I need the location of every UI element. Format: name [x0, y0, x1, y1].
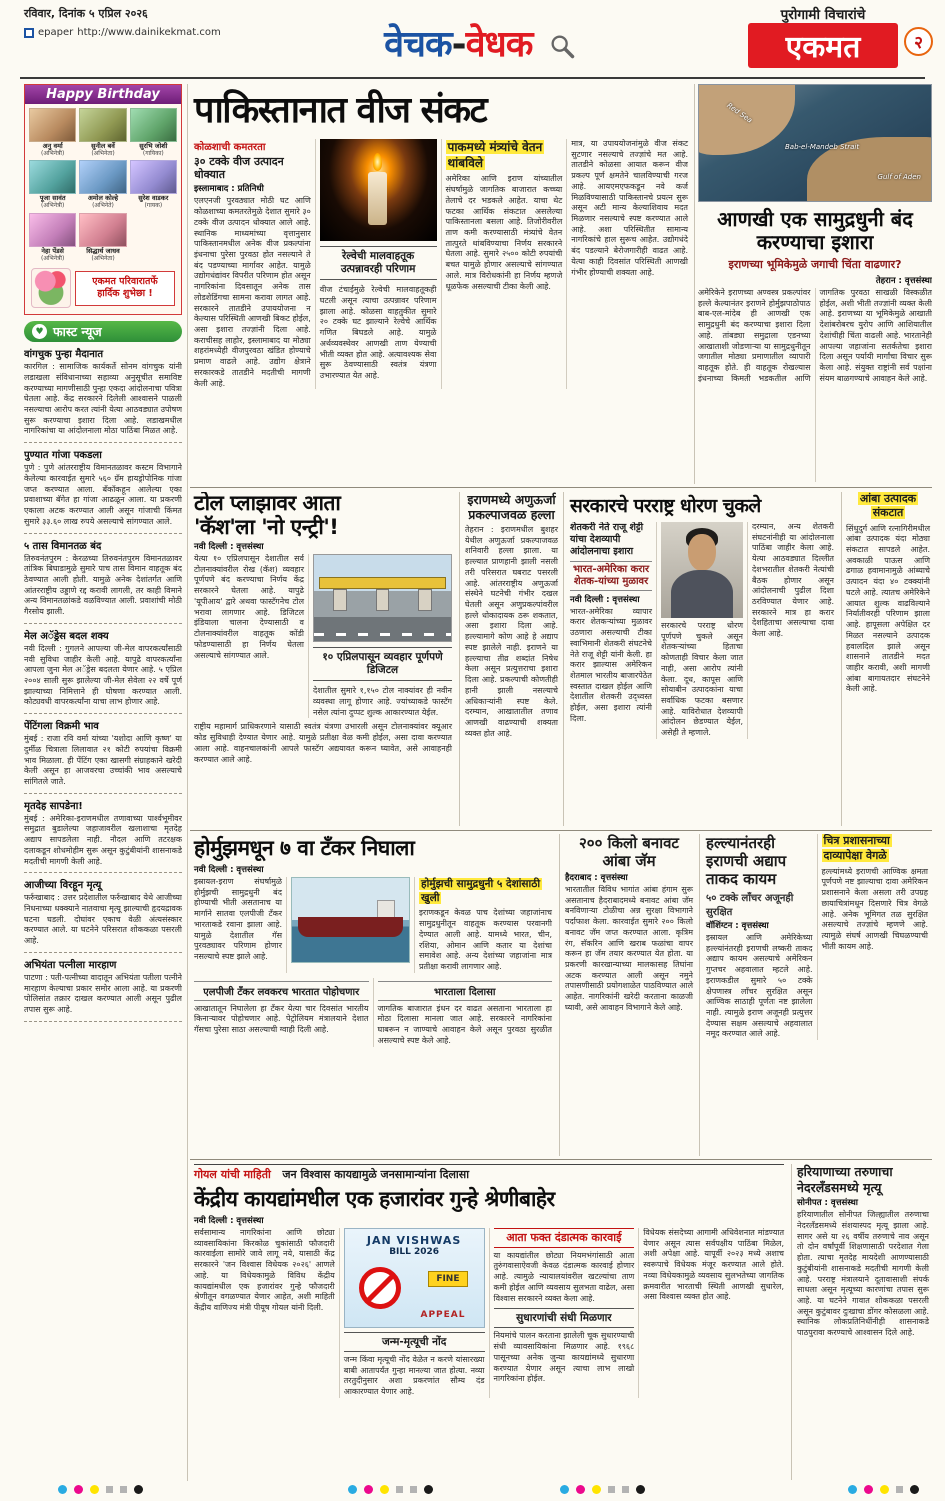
portrait-photo — [29, 108, 76, 142]
portrait-photo — [79, 213, 126, 247]
toll-headline-line2: 'कॅश'ला 'नो एन्ट्री'! — [194, 514, 339, 539]
tanker-column-text — [190, 877, 286, 973]
page-section-title — [300, 18, 660, 67]
portrait-photo — [29, 160, 76, 194]
ship-hull — [298, 917, 403, 937]
candle-flame — [373, 153, 382, 171]
fast-news-body: कारगिल : सामाजिक कार्यकर्ते सोनम वांगचुक यांनी लडाखला संविधानाच्या सहाव्या अनुसूचीत समाविष्ट करण्याच्या मागणीसाठी पुन्हा एकदा आंदोलनाचा पवित्रा घेतला आहे. केंद्र सरकारने दिलेली आश्वासने पाळली नसल्याचा आरोप करत त्यांनी येत्या आठवड्यात उपोषण सुरू करण्याचा इशारा दिला आहे. लडाखमधील नागरिकांचा या आंदोलनाला मोठा पाठिंबा मिळत आहे. — [24, 362, 182, 436]
cyan-dot — [58, 1485, 67, 1494]
column-divider — [841, 492, 842, 826]
lead-column-2 — [315, 139, 441, 389]
strait-body: अमेरिकेने इराणच्या अण्वस्त्र प्रकल्पांवर हल्ले केल्यानंतर इराणने होर्मुझपाठोपाठ बाब-एल-मांदेब ही आणखी एक सामुद्रधुनी बंद करण्याचा इशारा दिला आहे. तांबड्या समुद्राला एडनच्या आखाताशी जोडणाऱ्या या सामुद्रधुनीतून जगातील मोठ्या प्रमाणातील व्यापारी वाहतूक होते. ही वाहतूक रोखल्यास इंधनाच्या किमती भडकतील आणि जागतिक पुरवठा साखळी विस्कळीत होईल, अशी भीती तज्ज्ञांनी व्यक्त केली आहे. इराणच्या या भूमिकेमुळे आखाती देशांबरोबरच युरोप आणि आशियातील देशांचीही चिंता वाढली आहे. भारतानेही आपल्या जहाजांना सतर्कतेचा इशारा दिला असून पर्यायी मार्गांचा विचार सुरू केला आहे. संयुक्त राष्ट्रांनी सर्व पक्षांना संयम बाळगण्याचे आवाहन केले आहे. — [698, 288, 932, 383]
lead-box-headline[interactable]: रेल्वेची मालवाहतूक उत्पन्नावरही परिणाम — [320, 246, 437, 280]
jv-column-1 — [190, 1228, 339, 1398]
person-role: (अभिनेत्री) — [41, 254, 65, 262]
gray-square — [120, 1486, 127, 1493]
fast-news-body: पाटणा : पती-पत्नीच्या वादातून अभियंता पतीला पत्नीने मारहाण केल्याचा प्रकार समोर आला आहे. या प्रकरणी पोलिसांत तक्रार दाखल करण्यात आली असून पुढील तपास सुरू आहे. — [24, 972, 182, 1015]
magenta-dot — [74, 1485, 83, 1494]
candle-body — [368, 172, 388, 225]
birth-death-note-headline: जन्म-मृत्यूची नोंद — [344, 1332, 485, 1352]
toll-box-body: देशातील सुमारे १,१५० टोल नाक्यांवर ही नवीन व्यवस्था लागू होणार आहे. ज्यांच्याकडे फास्टॅग नसेल त्यांना दुप्पट शुल्क आकारण्यात येईल. — [313, 686, 452, 717]
toll-headline-line1: टोल प्लाझावर आता — [194, 492, 341, 515]
yellow-dot — [880, 1485, 889, 1494]
gray-square — [896, 1486, 903, 1493]
column-divider — [459, 492, 460, 826]
lead-headline[interactable]: पाकिस्तानात वीज संकट — [194, 90, 487, 131]
jvb-graphic-subtitle: BILL 2026 — [389, 1247, 440, 1257]
section-title-word2: वेधक — [465, 24, 533, 65]
portrait-torso — [671, 570, 733, 618]
magenta-dot — [576, 1485, 585, 1494]
tanker-body-2: आखातातून निघालेला हा टँकर येत्या चार दिवसांत भारतीय किनाऱ्यावर पोहोचणार आहे. पेट्रोलियम मंत्रालयाने देशात गॅसचा पुरेसा साठा असल्याची ग्वाही दिली आहे. — [194, 1003, 369, 1035]
lead-right-body: अमेरिका आणि इराण यांच्यातील संघर्षामुळे जागतिक बाजारात कच्च्या तेलाचे दर भडकले आहेत. याचा थेट फटका आर्थिक संकटात असलेल्या पाकिस्तानला बसला आहे. तिजोरीवरील ताण कमी करण्यासाठी मंत्र्यांचे वेतन तात्पुरते थांबविण्याचा निर्णय सरकारने घेतला आहे. सुमारे २५०० कोटी रुपयांची बचत यामुळे होणार असल्याचे सांगण्यात आले. मात्र विरोधकांनी हा निर्णय म्हणजे धूळफेक असल्याची टीका केली आहे. — [445, 174, 563, 291]
yellow-dot — [380, 1485, 389, 1494]
portrait-photo — [29, 213, 76, 247]
birthday-cell — [130, 160, 177, 209]
mango-headline[interactable]: आंबा उत्पादक संकटात — [859, 492, 917, 520]
toll-box-headline[interactable]: १० एप्रिलपासून व्यवहार पूर्णपणे डिजिटल — [313, 647, 452, 681]
masthead-rule — [20, 77, 925, 79]
fast-news-headline[interactable]: ५ तास विमानतळ बंद — [24, 540, 102, 552]
sidebar-divider — [187, 84, 188, 1481]
strait-byline: तेहरान : वृत्तसंस्था — [875, 276, 932, 286]
policy-article — [566, 492, 838, 826]
policy-columns — [566, 522, 838, 739]
iran-power-body: इस्रायल आणि अमेरिकेच्या हल्ल्यांनंतरही इराणची लष्करी ताकद अद्याप कायम असल्याचे अमेरिकन गुप्तचर अहवालात म्हटले आहे. इराणकडील सुमारे ५० टक्के क्षेपणास्त्र लाँचर सुरक्षित असून आण्विक साठाही पूर्णतः नष्ट झालेला नाही. त्यामुळे इराण अजूनही प्रत्युत्तर देण्यास सक्षम असल्याचे अहवालात नमूद करण्यात आले आहे. — [706, 933, 813, 1039]
lead-column-4 — [566, 139, 692, 389]
toll-column-text — [190, 554, 308, 718]
fast-news-item — [24, 953, 182, 1022]
lead-right-headline[interactable]: पाकमध्ये मंत्र्यांचे वेतन थांबविले — [447, 140, 543, 171]
toll-column-photo — [308, 554, 456, 718]
prohibition-slash — [365, 1273, 395, 1303]
lead-column-1 — [190, 139, 315, 389]
policy-standfirst: शेतकरी नेते राजू शेट्टी यांचा देशव्यापी आंदोलनाचा इशारा — [570, 522, 644, 557]
map-label-strait: Bab-el-Mandeb Strait — [785, 143, 860, 151]
cyan-dot — [348, 1485, 357, 1494]
person-name: सुरभि जोशी — [139, 142, 168, 150]
fast-news-title: फास्ट न्यूज — [53, 324, 102, 340]
lead-body-1: एलएनजी पुरवठ्यात मोठी घट आणि कोळशाच्या कमतरतेमुळे देशात सुमारे ३० टक्के वीज उत्पादन धोक्यात आले आहे. स्थानिक माध्यमांच्या वृत्तानुसार पाकिस्तानमधील अनेक वीज प्रकल्पांना इंधनाचा पुरेसा पुरवठा होत नसल्याने ते बंद पडण्याच्या मार्गावर आहेत. यामुळे उद्योगधंद्यांवर विपरीत परिणाम होत असून नागरिकांना दिवसातून अनेक तास लोडशेडिंगचा सामना करावा लागत आहे. सरकारने तातडीने उपाययोजना न केल्यास परिस्थिती आणखी बिकट होईल, असा इशारा तज्ज्ञांनी दिला आहे. कराचीसह लाहोर, इस्लामाबाद या मोठ्या शहरांमध्येही वीजपुरवठा खंडित होण्याचे प्रमाण वाढले आहे. उद्योग क्षेत्राने सरकारकडे तातडीने मदतीची मागणी केली आहे. — [194, 196, 311, 388]
column-divider — [563, 492, 564, 826]
appeal-label: APPEAL — [420, 1310, 466, 1320]
lead-column-3 — [441, 139, 567, 389]
person-role: (अभिनेत्री) — [41, 149, 65, 157]
toll-body-2: राष्ट्रीय महामार्ग प्राधिकरणाने यासाठी स्वतंत्र यंत्रणा उभारली असून टोलनाक्यांवर क्यूआर कोड सुविधाही देण्यात येणार आहे. यामुळे प्रतीक्षा वेळ कमी होईल, असा दावा करण्यात आला आहे. वाहनचालकांनी आपले फास्टॅग अद्ययावत करून घ्यावेत, असे आवाहनही करण्यात आले आहे. — [194, 722, 452, 764]
left-sidebar — [24, 84, 182, 1481]
lead-kicker: कोळशाची कमतरता — [194, 142, 266, 153]
jv-column-2 — [339, 1228, 489, 1398]
policy-column-2 — [656, 522, 747, 739]
person-name: अमोल कोल्हे — [87, 194, 119, 203]
iran-power-yellow-body: हल्ल्यांमध्ये इराणची आण्विक क्षमता पूर्णपणे नष्ट झाल्याचा दावा अमेरिकन प्रशासनाने केला असला तरी उपग्रह छायाचित्रांमधून दिसणारे चित्र वेगळे आहे. अनेक भूमिगत तळ सुरक्षित असल्याचे तज्ज्ञांचे म्हणणे आहे. त्यामुळे संघर्ष आणखी चिघळण्याची भीती कायम आहे. — [821, 866, 928, 951]
lead-box-body: वीज टंचाईमुळे रेल्वेची मालवाहतूकही घटली असून त्याचा उत्पन्नावर परिणाम झाला आहे. कोळसा वाहतुकीत सुमारे २० टक्के घट झाल्याने रेल्वेचे आर्थिक गणित बिघडले आहे. यामुळे अर्थव्यवस्थेवर आणखी ताण येण्याची भीती व्यक्त होत आहे. अत्यावश्यक सेवा सुरू ठेवण्यासाठी स्वतंत्र यंत्रणा उभारण्यात येत आहे. — [319, 285, 437, 380]
person-role: (अभिनेते) — [92, 202, 114, 210]
yellow-dot — [90, 1485, 99, 1494]
birthday-cell — [130, 108, 177, 157]
toll-booth — [376, 589, 390, 611]
cyan-dot — [848, 1485, 857, 1494]
toll-columns — [190, 554, 456, 718]
edition-date: रविवार, दिनांक ५ एप्रिल २०२६ — [24, 7, 148, 20]
tanker-column-photo — [286, 877, 414, 973]
birthday-footer — [25, 266, 181, 314]
candle-photo — [320, 139, 437, 241]
fast-news-body: मुंबई : राजा रवि वर्मा यांच्या 'यशोदा आणि कृष्ण' या दुर्मीळ चित्राला लिलावात २१ कोटी रुपयांचा विक्रमी भाव मिळाला. ही पेंटिंग एका खासगी संग्राहकाने खरेदी केली असून हा आजवरचा उच्चांकी भाव असल्याचे सांगितले जाते. — [24, 734, 182, 787]
portrait-photo — [79, 160, 126, 194]
policy-body-2: सरकारचे परराष्ट्र धोरण पूर्णपणे चुकले असून शेतकऱ्यांच्या हिताचा कोणताही विचार केला जात नाही, असा आरोप त्यांनी केला. दूध, कापूस आणि सोयाबीन उत्पादकांना याचा सर्वाधिक फटका बसणार आहे. याविरोधात देशव्यापी आंदोलन छेडण्यात येईल, असेही ते म्हणाले. — [661, 621, 743, 738]
toll-canopy — [319, 577, 445, 588]
fast-news-item — [24, 873, 182, 953]
fast-news-body: फर्रुखाबाद : उत्तर प्रदेशातील फर्रुखाबाद येथे आजीच्या निधनाच्या धक्क्याने नातवाचा मृत्यू झाल्याची हृदयद्रावक घटना घडली. दोघांवर एकाच वेळी अंत्यसंस्कार करण्यात आले. या घटनेने परिसरात शोककळा पसरली आहे. — [24, 893, 182, 946]
portrait-face — [688, 534, 716, 570]
birthday-cell — [79, 213, 126, 262]
policy-column-3 — [747, 522, 838, 739]
fake-mango-byline: हैदराबाद : वृत्तसंस्था — [565, 873, 628, 883]
penalty-only-body: या कायद्यांतील छोट्या नियमभंगांसाठी आता तुरुंगवासाऐवजी केवळ दंडात्मक कारवाई होणार आहे. त्यामुळे न्यायालयांवरील खटल्यांचा ताण कमी होईल आणि व्यवसाय सुलभता वाढेल, असा विश्वास सरकारने व्यक्त केला आहे. — [493, 1250, 635, 1303]
magenta-dot — [864, 1485, 873, 1494]
birthday-wish — [75, 271, 175, 306]
raju-shetti-photo — [661, 522, 743, 618]
toll-headline[interactable] — [194, 492, 452, 539]
jan-vishwas-label: गोयल यांची माहिती — [194, 1168, 271, 1181]
magenta-dot — [364, 1485, 373, 1494]
registration-marks — [848, 1485, 919, 1494]
iran-power-subhead: ५० टक्के लाँचर अजूनही सुरक्षित — [706, 893, 794, 918]
portrait-photo — [130, 160, 177, 194]
fast-news-item — [24, 794, 182, 874]
portrait-photo — [130, 108, 177, 142]
wish-line2: हार्दिक शुभेछा ! — [97, 288, 153, 300]
person-name: सिद्धार्थ जाधव — [86, 246, 120, 255]
birthday-cell — [29, 213, 76, 262]
brand-logo: एकमत — [748, 23, 898, 68]
fast-news-body: तिरुवनंतपुरम : केरळच्या तिरुवनंतपुरम विमानतळावर तांत्रिक बिघाडामुळे सुमारे पाच तास विमान वाहतूक बंद ठेवण्यात आली होती. यामुळे अनेक देशांतर्गत आणि आंतरराष्ट्रीय उड्डाणे रद्द करावी लागली, तर काही विमाने अन्य विमानतळांकडे वळविण्यात आली. प्रवाशांची मोठी गैरसोय झाली. — [24, 553, 182, 617]
toll-booth — [333, 589, 347, 611]
person-role: (अभिनेता) — [91, 254, 115, 262]
fast-news-body: नवी दिल्ली : गुगलने आपल्या जी-मेल वापरकर्त्यांसाठी नवी सुविधा जाहीर केली आहे. यापुढे वापरकर्त्यांना आपला जुना मेल अॅड्रेस बदलता येणार आहे. ५ एप्रिल २००४ साली सुरू झालेल्या जी-मेल सेवेला २२ वर्षे पूर्ण झाल्याच्या निमित्ताने ही घोषणा करण्यात आली. कोट्यवधी वापरकर्त्यांना याचा लाभ होणार आहे. — [24, 643, 182, 707]
fast-news-body: मुंबई : अमेरिका-इराणमधील तणावाच्या पार्श्वभूमीवर समुद्रात बुडालेल्या जहाजावरील खलाशाचा मृतदेह अद्याप सापडलेला नाही. नौदल आणि तटरक्षक दलाकडून शोधमोहीम सुरू असून कुटुंबीयांनी शासनाकडे मदतीची मागणी केली आहे. — [24, 813, 182, 866]
black-dot — [910, 1485, 919, 1494]
toll-body-1: येत्या १० एप्रिलपासून देशातील सर्व टोलनाक्यांवरील रोख (कॅश) व्यवहार पूर्णपणे बंद करण्याचा निर्णय केंद्र सरकारने घेतला आहे. यापुढे 'यूपीआय' द्वारे अथवा फास्टॅगनेच टोल भरावा लागणार आहे. डिजिटल इंडियाला चालना देण्यासाठी व टोलनाक्यांवरील वाहतूक कोंडी फोडण्यासाठी हा निर्णय घेतला असल्याचे सांगण्यात आले. — [194, 554, 304, 660]
epaper-label[interactable]: epaper — [38, 27, 74, 38]
lead-subhead: ३० टक्के वीज उत्पादन धोक्यात — [194, 155, 284, 182]
iran-power-article — [702, 834, 932, 1156]
happy-birthday-title: Happy Birthday — [25, 85, 181, 104]
gray-square — [396, 1486, 403, 1493]
jv-body-2: विधेयक संसदेच्या आगामी अधिवेशनात मांडण्यात येणार असून त्यास सर्वपक्षीय पाठिंबा मिळेल, अशी अपेक्षा आहे. यापूर्वी २०२३ मध्ये अशाच स्वरूपाचे विधेयक मंजूर करण्यात आले होते. नव्या विधेयकामुळे व्यवसाय सुलभतेच्या जागतिक क्रमवारीत भारताची स्थिती आणखी सुधारेल, असा विश्वास व्यक्त होत आहे. — [643, 1228, 784, 1302]
policy-headline[interactable]: सरकारचे परराष्ट्र धोरण चुकले — [570, 495, 761, 517]
jvb-graphic-title: JAN VISHWAS — [366, 1234, 462, 1247]
toll-byline: नवी दिल्ली : वृत्तसंस्था — [194, 542, 264, 553]
site-url[interactable]: http://www.dainikekmat.com — [77, 27, 221, 38]
registration-marks — [348, 1485, 433, 1494]
person-role: (अभिनेत्री) — [41, 202, 65, 210]
birthday-cell — [79, 108, 126, 157]
wish-line1: एकमत परिवारातर्फे — [92, 275, 158, 287]
haryana-article — [794, 1164, 932, 1480]
person-role: (अभिनेता) — [91, 149, 115, 157]
toll-booth — [418, 589, 432, 611]
fast-news-section — [24, 321, 182, 1022]
iran-attack-headline[interactable]: इराणमध्ये अणुऊर्जा प्रकल्पाजवळ हल्ला — [467, 492, 556, 522]
iran-attack-article — [462, 492, 561, 826]
registration-marks — [560, 1485, 645, 1494]
section-title-word1: वेचक — [384, 24, 452, 65]
lpg-tanker-photo — [291, 877, 410, 963]
column-divider — [791, 1164, 792, 1480]
fast-news-headline[interactable]: पेंटिंगला विक्रमी भाव — [24, 721, 99, 733]
fast-news-headline[interactable]: पुण्यात गांजा पकडला — [24, 450, 102, 462]
fake-mango-body: भारतातील विविध भागांत आंबा हंगाम सुरू असतानाच हैदराबादमध्ये बनावट आंबा जॅम बनविणाऱ्या टोळीचा अन्न सुरक्षा विभागाने पर्दाफाश केला. कारवाईत सुमारे २०० किलो बनावट जॅम जप्त करण्यात आला. कृत्रिम रंग, सॅकरिन आणि खराब फळांचा वापर करून हा जॅम तयार करण्यात येत होता. या प्रकरणी कारखान्याच्या मालकासह तिघांना अटक करण्यात आली असून नमुने तपासणीसाठी प्रयोगशाळेत पाठविण्यात आले आहेत. नागरिकांनी खरेदी करताना काळजी घ्यावी, असे आवाहन विभागाने केले आहे. — [565, 885, 693, 1012]
iran-power-columns — [702, 834, 932, 1040]
strait-article — [698, 84, 932, 482]
tanker-byline: नवी दिल्ली : वृत्तसंस्था — [194, 865, 264, 875]
penalty-only-subhead: आता फक्त दंडात्मक कारवाई — [494, 1228, 635, 1248]
brand-tagline: पुरोगामी विचारांचे — [780, 7, 866, 23]
epaper-icon — [24, 28, 34, 38]
person-name: सुनील बर्वे — [91, 142, 115, 150]
haryana-headline[interactable]: हरियाणाच्या तरुणाचा नेदरलँडसमध्ये मृत्यू — [797, 1164, 893, 1195]
haryana-body: हरियाणातील सोनीपत जिल्ह्यातील तरुणाचा नेदरलँडसमध्ये संशयास्पद मृत्यू झाला आहे. सागर असे या २६ वर्षीय तरुणाचे नाव असून तो दोन वर्षांपूर्वी शिक्षणासाठी परदेशात गेला होता. त्याचा मृतदेह मायदेशी आणण्यासाठी कुटुंबीयांनी शासनाकडे मदतीची मागणी केली आहे. परराष्ट्र मंत्रालयाने दूतावासाशी संपर्क साधला असून मृत्यूच्या कारणांचा तपास सुरू आहे. या घटनेने गावात शोककळा पसरली असून कुटुंबावर दुःखाचा डोंगर कोसळला आहे. स्थानिक लोकप्रतिनिधींनीही शासनाकडे पाठपुरावा करण्याचे आश्वासन दिले आहे. — [797, 1210, 929, 1338]
jan-vishwas-strap-text: जन विश्वास कायद्यामुळे जनसामान्यांना दिलासा — [282, 1168, 470, 1181]
jan-vishwas-columns — [190, 1228, 788, 1398]
person-name: पूजा सावंत — [39, 194, 66, 203]
iran-power-headline[interactable]: हल्ल्यानंतरही इराणची अद्याप ताकद कायम — [706, 834, 787, 888]
epaper-link-row — [24, 27, 221, 38]
fast-news-body: पुणे : पुणे आंतरराष्ट्रीय विमानतळावर कस्टम विभागाने केलेल्या कारवाईत सुमारे ५६० ग्रॅम हायड्रोपोनिक गांजा जप्त करण्यात आला. बँकॉकहून आलेल्या एका प्रवाशाच्या बॅगेत हा गांजा आढळून आला. या प्रकरणी एकाला अटक करण्यात आली असून गांजाची किंमत सुमारे ३३.६० लाख रुपये असल्याचे सांगण्यात आले. — [24, 463, 182, 526]
iran-attack-body: तेहरान : इराणमधील बुशहर येथील अणुऊर्जा प्रकल्पाजवळ शनिवारी हल्ला झाला. या हल्ल्यात प्राणहानी झाली नसली तरी परिसरात घबराट पसरली आहे. आंतरराष्ट्रीय अणुऊर्जा संस्थेने घटनेची गंभीर दखल घेतली असून अणुप्रकल्पांवरील हल्ले धोकादायक ठरू शकतात, असा इशारा दिला आहे. हल्ल्यामागे कोण आहे हे अद्याप स्पष्ट झालेले नाही. इराणने या हल्ल्याचा तीव्र शब्दांत निषेध केला असून प्रत्युत्तराचा इशारा दिला आहे. प्रकल्पाची कोणतीही हानी झाली नसल्याचे अधिकाऱ्यांनी स्पष्ट केले. दरम्यान, आखातातील तणाव आणखी वाढण्याची शक्यता व्यक्त होत आहे. — [465, 525, 558, 738]
fast-news-item — [24, 534, 182, 624]
lead-columns — [190, 139, 692, 389]
lead-byline: इस्लामाबाद : प्रतिनिधी — [194, 184, 264, 195]
heart-icon: ♥ — [32, 324, 47, 339]
cyan-dot — [560, 1485, 569, 1494]
person-name: अनु वर्मा — [42, 142, 63, 150]
iran-power-byline: वॉशिंग्टन : वृत्तसंस्था — [706, 921, 769, 931]
person-role: (गायक) — [144, 202, 163, 210]
policy-column-1 — [566, 522, 656, 739]
tanker-subhead-1: एलपीजी टँकर लवकरच भारतात पोहोचणार — [194, 981, 369, 1001]
birthday-photo-grid — [25, 104, 181, 266]
reform-body: नियमांचे पालन करताना झालेली चूक सुधारण्याची संधी व्यावसायिकांना मिळणार आहे. १९६८ पासूनच्या अनेक जुन्या कायद्यांमध्ये सुधारणा करण्यात येणार असून त्याचा लाभ लाखो नागरिकांना होईल. — [493, 1331, 635, 1384]
fine-tag: FINE — [428, 1271, 467, 1287]
section-divider — [190, 487, 932, 488]
birth-death-note-body: जन्म किंवा मृत्यूची नोंद वेळेत न करणे यांसारख्या बाबी आतापर्यंत गुन्हा मानल्या जात होत्या. नव्या तरतुदीनुसार अशा प्रकरणांत सौम्य दंड आकारण्यात येणार आहे. — [343, 1355, 485, 1397]
reform-subhead: सुधारणांची संधी मिळणार — [494, 1308, 635, 1328]
gray-square — [622, 1486, 629, 1493]
page-number-badge: २ — [904, 27, 933, 56]
black-dot — [636, 1485, 645, 1494]
toll-plaza-photo — [313, 554, 452, 642]
tanker-box-headline[interactable]: होर्मुझची सामुद्रधुनी ५ देशांसाठी खुली — [421, 878, 541, 905]
lead-article — [190, 84, 692, 484]
policy-body-3: दरम्यान, अन्य शेतकरी संघटनांनीही या आंदोलनाला पाठिंबा जाहीर केला आहे. येत्या आठवड्यात दिल्लीत देशभरातील शेतकरी नेत्यांची बैठक होणार असून आंदोलनाची पुढील दिशा ठरविण्यात येणार आहे. सरकारने मात्र हा करार देशहिताचा असल्याचा दावा केला आहे. — [752, 522, 834, 639]
gray-square — [608, 1486, 615, 1493]
person-name: सुरेश वाडकर — [138, 194, 169, 203]
fast-news-item — [24, 714, 182, 794]
tanker-box-body: इराणकडून केवळ पाच देशांच्या जहाजांनाच सामुद्रधुनीतून वाहतूक करण्यास परवानगी देण्यात आली आहे. यामध्ये भारत, चीन, रशिया, ओमान आणि कतार या देशांचा समावेश आहे. अन्य देशांच्या जहाजांना मात्र प्रतीक्षा करावी लागणार आहे. — [419, 908, 552, 971]
tanker-bcol-1 — [190, 978, 373, 1047]
magnifier-icon — [548, 32, 576, 60]
toll-article — [190, 492, 456, 826]
fast-news-item — [24, 443, 182, 533]
iran-power-column-2 — [817, 834, 933, 1040]
registration-marks — [58, 1485, 143, 1494]
mango-sidebar — [844, 492, 932, 826]
policy-crosshead: भारत-अमेरिका करार शेतक-यांच्या मुळावर — [570, 561, 652, 591]
fast-news-headline[interactable]: आजीच्या विरहून मृत्यू — [24, 880, 102, 892]
person-role: (गायिका) — [142, 149, 164, 157]
tanker-headline[interactable]: होर्मुझमधून ७ वा टँकर निघाला — [194, 836, 415, 860]
section-divider — [190, 830, 932, 831]
jan-vishwas-bill-graphic — [344, 1228, 485, 1328]
policy-byline: नवी दिल्ली : वृत्तसंस्था — [570, 594, 640, 605]
fast-news-headline[interactable]: मृतदेह सापडेना! — [24, 800, 83, 812]
haryana-byline: सोनीपत : वृत्तसंस्था — [797, 1198, 858, 1209]
red-sea-map-image — [698, 84, 932, 202]
tanker-article — [190, 834, 556, 1156]
column-divider — [694, 84, 695, 484]
jan-vishwas-strap — [194, 1164, 784, 1182]
fast-news-item — [24, 342, 182, 443]
yellow-dot — [592, 1485, 601, 1494]
fake-mango-article — [562, 834, 696, 1156]
black-dot — [134, 1485, 143, 1494]
tanker-subhead-2: भारताला दिलासा — [378, 981, 553, 1001]
happy-birthday-box — [24, 84, 182, 315]
jv-column-4 — [638, 1228, 788, 1398]
ship-deckhouse — [377, 900, 395, 918]
black-dot — [424, 1485, 433, 1494]
strait-subhead: इराणच्या भूमिकेमुळे जगाची चिंता वाढणार? — [728, 258, 902, 271]
portrait-photo — [79, 108, 126, 142]
birthday-cell — [29, 108, 76, 157]
jan-vishwas-byline: नवी दिल्ली : वृत्तसंस्था — [194, 1216, 264, 1226]
section-divider — [190, 1159, 932, 1160]
birthday-cell — [79, 160, 126, 209]
birthday-cell — [29, 160, 76, 209]
fast-news-item — [24, 624, 182, 714]
map-label-gulf: Gulf of Aden — [877, 173, 921, 181]
bouquet-image — [31, 268, 71, 308]
gray-square — [106, 1486, 113, 1493]
fast-news-header — [24, 321, 182, 342]
toll-lane-marking — [314, 633, 451, 636]
prohibition-icon — [359, 1267, 401, 1309]
column-divider — [559, 834, 560, 1156]
section-title-dash: - — [451, 24, 466, 65]
tanker-body-3: जागतिक बाजारात इंधन दर वाढत असताना भारताला हा मोठा दिलासा मानला जात आहे. सरकारने नागरिकांना घाबरून न जाण्याचे आवाहन केले असून पुरवठा सुरळीत असल्याचे स्पष्ट केले आहे. — [377, 1003, 552, 1045]
jan-vishwas-headline[interactable]: केंद्रीय कायद्यांमधील एक हजारांवर गुन्हे श्रेणीबाहेर — [194, 1187, 555, 1211]
jan-vishwas-article — [190, 1164, 788, 1480]
map-label-red-sea: Red Sea — [725, 101, 754, 125]
iran-power-column-1 — [702, 834, 817, 1040]
jv-column-3 — [489, 1228, 639, 1398]
iran-power-yellow-headline[interactable]: चित्र प्रशासनाच्या दाव्यापेक्षा वेगळे — [823, 834, 890, 862]
tanker-top-row — [190, 877, 556, 973]
jv-body-1: सर्वसामान्य नागरिकांना आणि छोट्या व्यावसायिकांना किरकोळ चुकांसाठी फौजदारी कारवाईला सामोरे जावे लागू नये, यासाठी केंद्र सरकारने 'जन विश्वास विधेयक २०२६' आणले आहे. या विधेयकामुळे विविध केंद्रीय कायद्यांमधील एक हजारांवर गुन्हे फौजदारी श्रेणीतून वगळण्यात येणार आहेत, अशी माहिती केंद्रीय वाणिज्य मंत्री पीयूष गोयल यांनी दिली. — [194, 1228, 335, 1313]
lead-body-2: मात्र, या उपाययोजनांमुळे वीज संकट सुटणार नसल्याचे तज्ज्ञांचे मत आहे. तातडीने कोळसा आयात करून वीज प्रकल्प पूर्ण क्षमतेने चालविण्याची गरज आहे. आयएमएफकडून नवे कर्ज मिळविण्यासाठी पाकिस्तानचे प्रयत्न सुरू असून अटी मान्य केल्याशिवाय मदत मिळणार नसल्याचे स्पष्ट करण्यात आले आहे. अशा परिस्थितीत सामान्य नागरिकांचे हाल सुरूच आहेत. उद्योगधंदे बंद पडल्याने बेरोजगारीही वाढत आहे. येत्या काही दिवसांत परिस्थिती आणखी गंभीर होण्याची शक्यता आहे. — [571, 139, 688, 277]
strait-headline[interactable]: आणखी एक सामुद्रधुनी बंद करण्याचा इशारा — [717, 207, 913, 254]
fake-mango-headline[interactable]: २०० किलो बनावट आंबा जॅम — [579, 834, 679, 870]
mango-body: सिंधुदुर्ग आणि रत्नागिरीमधील आंबा उत्पादक यंदा मोठ्या संकटात सापडले आहेत. अवकाळी पाऊस आणि ढगाळ हवामानामुळे आंब्याचे उत्पादन यंदा ४० टक्क्यांनी घटले आहे. त्यातच अमेरिकेने आयात शुल्क वाढविल्याने निर्यातीवरही परिणाम झाला आहे. हापूसला अपेक्षित दर मिळत नसल्याने उत्पादक हवालदिल झाले असून शासनाने तातडीने मदत जाहीर करावी, अशी मागणी आंबा बागायतदार संघटनेने केली आहे. — [846, 523, 930, 694]
column-divider — [699, 834, 700, 1156]
person-name: नेहा पेंडसे — [41, 246, 64, 255]
gray-square — [410, 1486, 417, 1493]
fast-news-headline[interactable]: अभियंता पत्नीला मारहाण — [24, 959, 117, 971]
fast-news-headline[interactable]: वांगचुक पुन्हा मैदानात — [24, 349, 104, 361]
tanker-column-box — [414, 877, 556, 973]
tanker-body-1: इस्रायल-इराण संघर्षामुळे होर्मुझची सामुद्रधुनी बंद होण्याची भीती असतानाच या मार्गाने सातवा एलपीजी टँकर भारताकडे रवाना झाला आहे. यामुळे देशातील गॅस पुरवठ्यावर परिणाम होणार नसल्याचे स्पष्ट झाले आहे. — [194, 877, 282, 962]
fast-news-headline[interactable]: मेल अॅड्रेस बदल शक्य — [24, 630, 109, 642]
policy-body-1: भारत-अमेरिका व्यापार करार शेतकऱ्यांच्या मुळावर उठणारा असल्याची टीका स्वाभिमानी शेतकरी संघटनेचे नेते राजू शेट्टी यांनी केली. हा करार झाल्यास अमेरिकन शेतमाल भारतीय बाजारपेठेत स्वस्तात दाखल होईल आणि देशातील शेतकरी उद्ध्वस्त होईल, असा इशारा त्यांनी दिला. — [570, 606, 652, 723]
tanker-bcol-2 — [373, 978, 557, 1047]
tanker-bottom-row — [190, 978, 556, 1047]
